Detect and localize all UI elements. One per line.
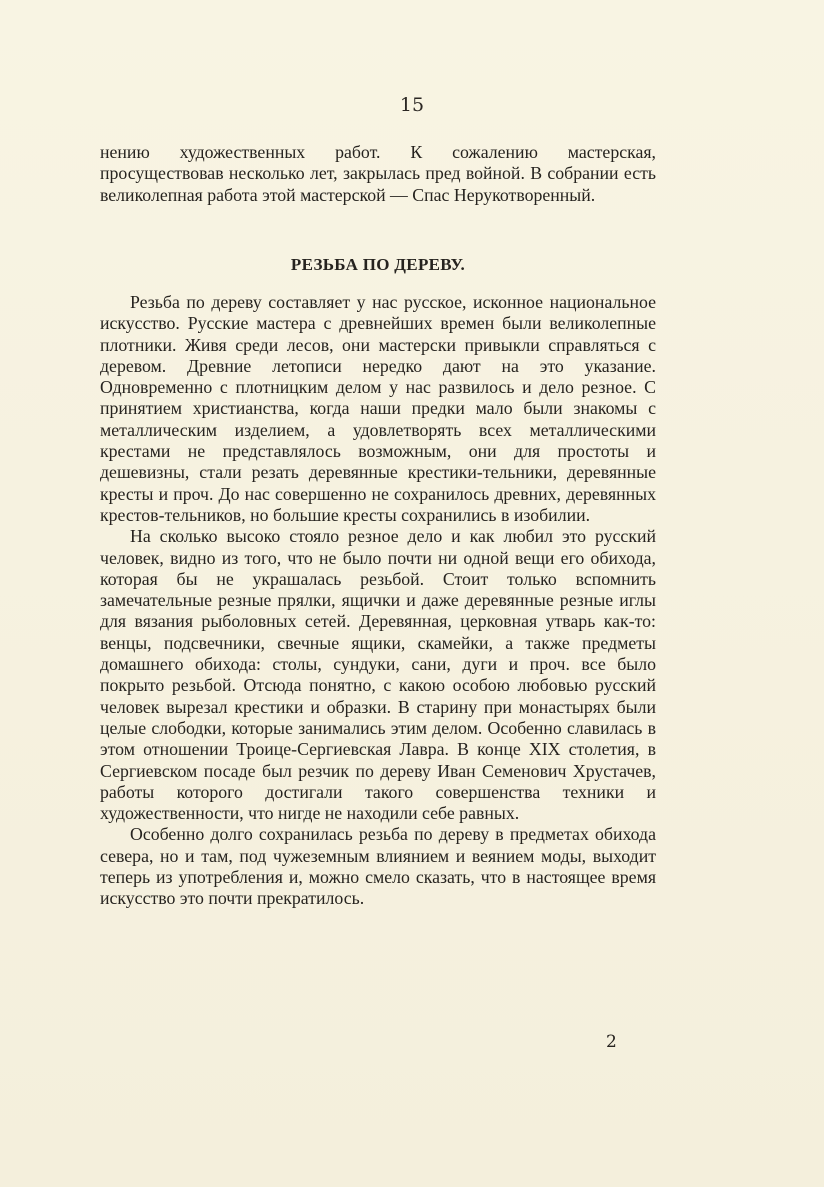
signature-mark: 2	[606, 1032, 617, 1052]
page-number: 15	[399, 94, 425, 116]
section-body	[100, 292, 656, 910]
paragraph: Резьба по дереву составляет у нас русское, исконное национальное искусство. Русские мастера с древнейших времен были великолепные плотники. Живя среди лесов, они мастерски привыкли справляться с деревом. Древние летописи нередко дают на это указание. Одновременно с плотницким делом у нас развилось и дело резное. С принятием христианства, когда наши предки мало были знакомы с металлическим изделием, а удовлетворять всех металлическими крестами не представлялось возможным, они для простоты и дешевизны, стали резать деревянные крестики-тельники, деревянные кресты и проч. До нас совершенно не сохранилось древних, деревянных крестов-тельников, но большие кресты сохранились в изобилии.	[100, 292, 656, 525]
paragraph: На сколько высоко стояло резное дело и как любил это русский человек, видно из того, что не было почти ни одной вещи его обихода, которая бы не украшалась резьбой. Стоит только вспомнить замечательные резные прялки, ящички и даже деревянные резные иглы для вязания рыболовных сетей. Деревянная, церковная утварь как-то: венцы, подсвечники, свечные ящики, скамейки, а также предметы домашнего обихода: столы, сундуки, сани, дуги и проч. все было покрыто резьбой. Отсюда понятно, с какою особою любовью русский человек вырезал крестики и образки. В старину при монастырях были целые слободки, которые занимались этим делом. Особенно славилась в этом отношении Троице-Сергиевская Лавра. В конце XIX столетия, в Сергиевском посаде был резчик по дереву Иван Семенович Хрустачев, работы которого достигали такого совершенства техники и художественности, что нигде не находили себе равных.	[100, 526, 656, 824]
paragraph: Особенно долго сохранилась резьба по дереву в предметах обихода севера, но и там, под чужеземным влиянием и веянием моды, выходит теперь из употребления и, можно смело сказать, что в настоящее время искусство это почти прекратилось.	[100, 824, 656, 909]
intro-paragraph: нению художественных работ. К сожалению мастерская, просуществовав несколько лет, закрылась пред войной. В собрании есть великолепная работа этой мастерской — Спас Нерукотворенный.	[100, 142, 656, 205]
section-heading: РЕЗЬБА ПО ДЕРЕВУ.	[290, 255, 466, 274]
